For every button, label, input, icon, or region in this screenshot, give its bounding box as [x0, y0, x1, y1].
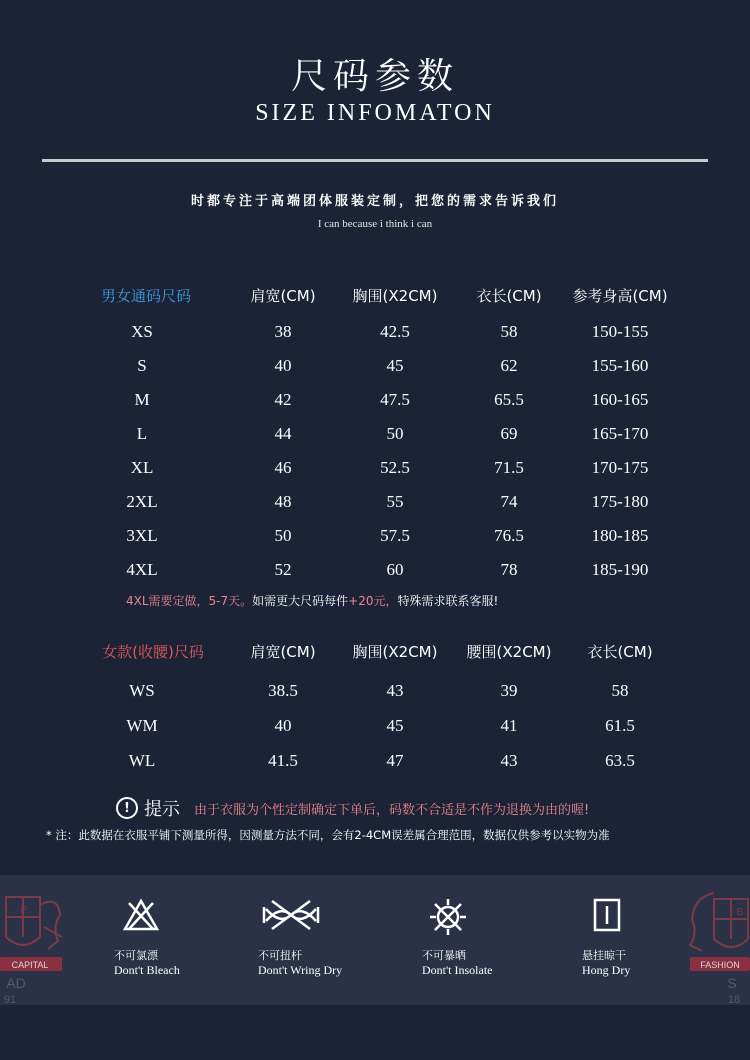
unisex-cell: 74	[500, 492, 518, 511]
care-en-no-bleach: Dont't Bleach	[114, 963, 180, 977]
women-cell: 61.5	[605, 716, 635, 735]
unisex-cell: 155-160	[591, 356, 649, 375]
women-cell: 38.5	[268, 681, 298, 700]
unisex-cell: 150-155	[591, 322, 649, 341]
tip-text: 由于衣服为个性定制确定下单后，码数不合适是不作为退换为由的喔!	[194, 802, 590, 818]
care-cn-hang-dry: 悬挂晾干	[582, 949, 626, 962]
women-cell: 43	[500, 751, 518, 770]
unisex-header-length: 衣长(CM)	[476, 287, 542, 305]
women-cell: 41	[500, 716, 518, 735]
unisex-cell: 44	[274, 424, 292, 443]
care-en-no-sun: Dont't Insolate	[422, 963, 493, 977]
unisex-cell: 42.5	[380, 322, 410, 341]
tip	[116, 795, 589, 821]
women-table-header	[0, 641, 750, 665]
unisex-row	[0, 458, 750, 482]
tagline-en: I can because i think i can	[317, 218, 433, 230]
svg-text:P: P	[20, 905, 28, 916]
unisex-table-header	[0, 285, 750, 309]
unisex-cell: 50	[274, 526, 292, 545]
unisex-cell: 71.5	[494, 458, 524, 477]
unisex-cell: 2XL	[126, 492, 158, 511]
note-custom-order: 4XL需要定做，5-7天。	[126, 594, 253, 608]
unisex-row	[0, 560, 750, 584]
unisex-cell: 45	[386, 356, 404, 375]
unisex-cell: XS	[131, 322, 153, 341]
no-bleach-icon	[122, 897, 160, 933]
unisex-cell: 38	[274, 322, 292, 341]
note-larger-size: 如需更大尺码每件	[252, 594, 349, 608]
women-cell: WM	[126, 716, 158, 735]
unisex-header-chest: 胸围(X2CM)	[352, 287, 438, 305]
care-cn-no-wring: 不可扭杆	[258, 949, 302, 962]
women-cell: 41.5	[268, 751, 298, 770]
crest-right-year: 18	[727, 994, 741, 1005]
unisex-row	[0, 424, 750, 448]
unisex-cell: 170-175	[591, 458, 649, 477]
unisex-header-shoulder: 肩宽(CM)	[250, 287, 316, 305]
unisex-cell: 52	[274, 560, 292, 579]
crest-left-icon	[0, 875, 70, 1005]
unisex-cell: 60	[386, 560, 404, 579]
no-wring-icon	[262, 897, 320, 933]
care-en-no-wring: Dont't Wring Dry	[258, 963, 343, 977]
unisex-header-height: 参考身高(CM)	[572, 287, 668, 305]
unisex-cell: 76.5	[494, 526, 524, 545]
unisex-cell: 46	[274, 458, 292, 477]
women-cell: 63.5	[605, 751, 635, 770]
crest-left-bottom: AD	[6, 975, 26, 991]
women-row	[0, 751, 750, 775]
unisex-cell: 47.5	[380, 390, 410, 409]
svg-text:B: B	[736, 907, 744, 918]
unisex-cell: 165-170	[591, 424, 649, 443]
women-row	[0, 716, 750, 740]
crest-right-icon	[686, 875, 750, 1005]
unisex-cell: 65.5	[494, 390, 524, 409]
women-header-waist: 腰围(X2CM)	[466, 643, 552, 661]
women-cell: 47	[386, 751, 404, 770]
unisex-header-size: 男女通码尺码	[100, 287, 192, 305]
page-title-cn: 尺码参数	[290, 56, 459, 97]
unisex-row	[0, 492, 750, 516]
unisex-cell: 52.5	[380, 458, 410, 477]
unisex-note	[126, 592, 498, 609]
page-title-en: SIZE INFOMATON	[255, 100, 495, 126]
unisex-row	[0, 526, 750, 550]
women-cell: WL	[128, 751, 156, 770]
note-contact: 特殊需求联系客服!	[397, 594, 499, 608]
care-band	[0, 875, 750, 1005]
unisex-cell: 69	[500, 424, 518, 443]
women-cell: 40	[274, 716, 292, 735]
unisex-cell: XL	[130, 458, 154, 477]
women-header-length: 衣长(CM)	[587, 643, 653, 661]
unisex-cell: 185-190	[591, 560, 649, 579]
crest-right-bottom: S	[727, 975, 737, 991]
unisex-cell: 4XL	[126, 560, 158, 579]
unisex-cell: L	[136, 424, 148, 443]
tip-label: 提示	[144, 799, 180, 820]
unisex-cell: 180-185	[591, 526, 649, 545]
women-cell: 45	[386, 716, 404, 735]
title-divider	[42, 159, 708, 162]
unisex-cell: 48	[274, 492, 292, 511]
unisex-cell: 57.5	[380, 526, 410, 545]
tagline: 时都专注于高端团体服装定制，把您的需求告诉我们	[190, 194, 559, 209]
note-surcharge: +20元，	[348, 594, 398, 608]
unisex-cell: 78	[500, 560, 518, 579]
unisex-cell: 175-180	[591, 492, 649, 511]
women-cell: WS	[129, 681, 155, 700]
women-header-shoulder: 肩宽(CM)	[250, 643, 316, 661]
exclamation-icon: !	[116, 797, 138, 819]
women-header-chest: 胸围(X2CM)	[352, 643, 438, 661]
unisex-cell: 62	[500, 356, 518, 375]
women-row	[0, 681, 750, 705]
women-header-size: 女款(收腰)尺码	[102, 643, 204, 661]
crest-left-year: 91	[3, 994, 17, 1005]
care-en-hang-dry: Hong Dry	[582, 963, 631, 977]
no-sun-icon	[428, 897, 468, 937]
crest-left-text: CAPITAL	[11, 960, 49, 970]
unisex-row	[0, 322, 750, 346]
women-cell: 39	[500, 681, 518, 700]
unisex-cell: 40	[274, 356, 292, 375]
unisex-row	[0, 356, 750, 380]
women-cell: 43	[386, 681, 404, 700]
crest-right-text: FASHION	[700, 960, 740, 970]
footnote: * 注：此数据在衣服平铺下测量所得，因测量方法不同，会有2-4CM误差属合理范围，数据仅供参考以实物为准	[46, 828, 610, 842]
care-cn-no-bleach: 不可氯漂	[114, 949, 158, 962]
unisex-cell: 160-165	[591, 390, 649, 409]
unisex-cell: M	[134, 390, 150, 409]
hang-dry-icon	[592, 897, 622, 933]
care-cn-no-sun: 不可暴晒	[422, 949, 466, 962]
unisex-cell: 3XL	[126, 526, 158, 545]
unisex-cell: 55	[386, 492, 404, 511]
women-cell: 58	[611, 681, 629, 700]
unisex-cell: 58	[500, 322, 518, 341]
unisex-row	[0, 390, 750, 414]
unisex-cell: 42	[274, 390, 292, 409]
unisex-cell: S	[137, 356, 147, 375]
unisex-cell: 50	[386, 424, 404, 443]
